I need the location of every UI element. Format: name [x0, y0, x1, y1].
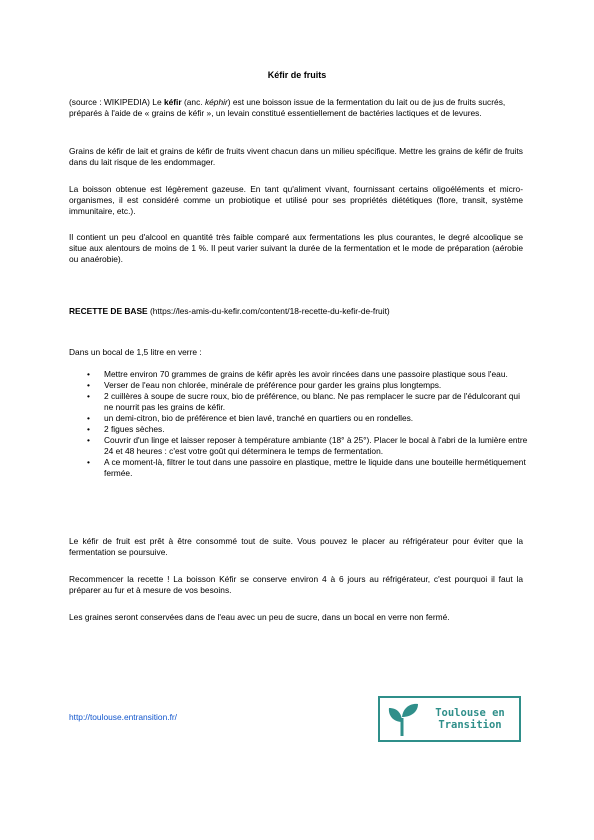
list-item: • A ce moment-là, filtrer le tout dans une passoire en plastique, mettre le liquide dans une bouteille hermétiquement fermée. [69, 457, 529, 479]
intro-anc: (anc. [181, 97, 205, 107]
toulouse-en-transition-logo [378, 696, 521, 742]
intro-prefix: (source : WIKIPEDIA) Le [69, 97, 164, 107]
list-item: • 2 figues sèches. [69, 424, 529, 435]
closing-paragraph-1: Le kéfir de fruit est prêt à être consommé tout de suite. Vous pouvez le placer au réfrigérateur pour éviter que la fermentation se poursuive. [69, 536, 523, 557]
intro-paragraph [69, 97, 523, 119]
document-title: Kéfir de fruits [267, 70, 327, 80]
recipe-source: (https://les-amis-du-kefir.com/content/18-recette-du-kefir-de-fruit) [147, 306, 390, 316]
sprout-icon [385, 700, 421, 738]
kefir-term: kéfir [163, 97, 182, 107]
jar-line: Dans un bocal de 1,5 litre en verre : [69, 347, 202, 357]
list-item: • 2 cuillères à soupe de sucre roux, bio de préférence, ou blanc. Ne pas remplacer le sucre par de l'édulcorant qui ne nourrit pas les grains de kéfir. [69, 391, 529, 413]
intro-rest: ) est une boisson issue de la fermentation du lait ou de jus de fruits sucrés, préparés à l'aide de « grains de kéfir », un levain constitué essentiellement de bactéries lactiques et de levures. [69, 97, 506, 118]
closing-paragraph-2: Recommencer la recette ! La boisson Kéfir se conserve environ 4 à 6 jours au réfrigérateur, c'est pourquoi il faut la préparer au fur et à mesure de vos besoins. [69, 574, 523, 595]
logo-text [421, 707, 519, 731]
list-item: • Verser de l'eau non chlorée, minérale de préférence pour garder les grains plus longtemps. [69, 380, 529, 391]
logo-line-1: Toulouse en [435, 707, 505, 719]
list-item: • un demi-citron, bio de préférence et bien lavé, tranché en quartiers ou en rondelles. [69, 413, 529, 424]
recipe-heading-line [69, 306, 523, 317]
list-item: • Mettre environ 70 grammes de grains de kéfir après les avoir rincées dans une passoire plastique sous l'eau. [69, 369, 529, 380]
website-link[interactable]: http://toulouse.entransition.fr/ [69, 712, 178, 722]
recipe-steps [69, 369, 529, 479]
list-item: • Couvrir d'un linge et laisser reposer à température ambiante (18° à 25°). Placer le bocal à l'abri de la lumière entre 24 et 48 heures : c'est votre goût qui déterminera le temps de fermentation. [69, 435, 529, 457]
paragraph-grains: Grains de kéfir de lait et grains de kéfir de fruits vivent chacun dans un milieu spécifique. Mettre les grains de kéfir de fruits dans du lait risque de les endommager. [69, 146, 523, 167]
kephir-term: képhir [204, 97, 228, 107]
paragraph-alcool: Il contient un peu d'alcool en quantité très faible comparé aux fermentations les plus courantes, le degré alcoolique se situe aux alentours de moins de 1 %. Il peut varier suivant la durée de la fermentation et le mode de préparation (aérobie ou anaérobie). [69, 232, 523, 264]
logo-line-2: Transition [438, 719, 502, 731]
recipe-heading: RECETTE DE BASE [69, 306, 148, 316]
closing-paragraph-3: Les graines seront conservées dans de l'eau avec un peu de sucre, dans un bocal en verre non fermé. [69, 612, 450, 622]
paragraph-boisson: La boisson obtenue est légèrement gazeuse. En tant qu'aliment vivant, fournissant certains oligoéléments et micro-organismes, il est considéré comme un probiotique et utilisé pour ses propriétés diététiques (flore, transit, système immunitaire, etc.). [69, 184, 523, 216]
